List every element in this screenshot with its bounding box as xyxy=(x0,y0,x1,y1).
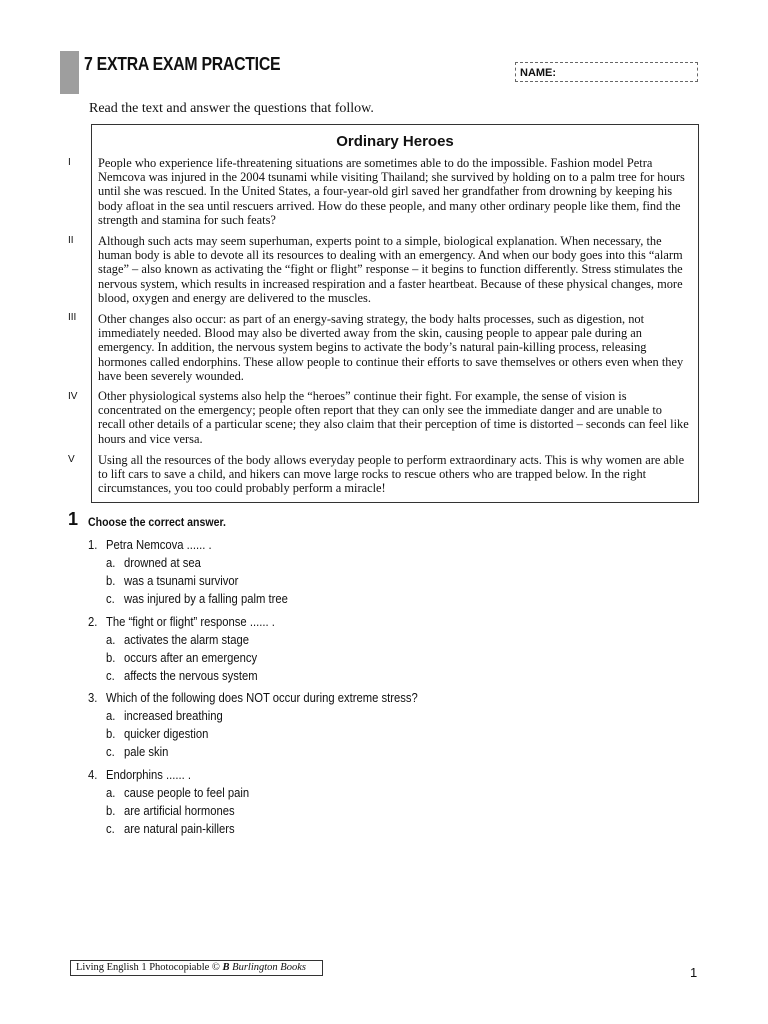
paragraph-numeral: II xyxy=(68,235,74,246)
passage-paragraph: People who experience life-threatening situations are sometimes able to do the impossible. Fashion model Petra Nemcova was injured in the 2004 tsunami while visiting Thailand; she survived by holding on to a palm tree for hours until she was rescued. In the United States, a four-year-old girl saved her grandfather from drowning by keeping his body afloat in the sea until rescuers arrived. How do these people, and many other ordinary people like them, find the strength and stamina for such feats? xyxy=(98,156,685,227)
footer-copyright xyxy=(70,960,323,976)
passage-paragraph: Using all the resources of the body allows everyday people to perform extraordinary acts. This is why women are able to lift cars to save a child, and hikers can move large rocks to rescue others who are trapped below. In the right circumstances, you too could probably perform a miracle! xyxy=(98,453,685,496)
footer-publisher: Burlington Books xyxy=(229,962,306,973)
exercise-number: 1 xyxy=(68,509,79,529)
question-number: 4. xyxy=(88,768,98,782)
reading-instructions: Read the text and answer the questions that follow. xyxy=(89,101,374,116)
answer-option[interactable]: drowned at sea xyxy=(124,556,201,570)
answer-option[interactable]: pale skin xyxy=(124,745,169,759)
option-letter[interactable]: c. xyxy=(106,669,115,683)
answer-option[interactable]: was injured by a falling palm tree xyxy=(124,592,288,606)
answer-option[interactable]: activates the alarm stage xyxy=(124,633,250,647)
answer-option[interactable]: are artificial hormones xyxy=(124,804,235,818)
question-number: 1. xyxy=(88,538,98,552)
question-number: 3. xyxy=(88,691,98,705)
question-text: The “fight or flight” response ...... . xyxy=(106,615,275,629)
answer-option[interactable]: cause people to feel pain xyxy=(124,786,250,800)
paragraph-numeral: III xyxy=(68,312,77,323)
answer-option[interactable]: quicker digestion xyxy=(124,727,209,741)
passage-box xyxy=(91,124,699,503)
burlington-logo: B xyxy=(222,962,230,973)
paragraph-numeral: IV xyxy=(68,391,78,402)
option-letter[interactable]: c. xyxy=(106,592,115,606)
option-letter[interactable]: a. xyxy=(106,786,116,800)
answer-option[interactable]: increased breathing xyxy=(124,709,223,723)
page-number: 1 xyxy=(690,965,698,980)
paragraph-numeral: V xyxy=(68,454,75,465)
paragraph-numeral: I xyxy=(68,157,71,168)
passage-paragraph: Other changes also occur: as part of an energy-saving strategy, the body halts processes, such as digestion, not immediately needed. Blood may also be diverted away from the skin, causing people to appear pale during an emergency. In addition, the nervous system begins to activate the body’s natural pain-killing process, releasing hormones called endorphins. These allow people to continue their efforts to save themselves or others even when they have been severely wounded. xyxy=(98,312,684,383)
name-field[interactable] xyxy=(515,62,698,82)
question-number: 2. xyxy=(88,615,98,629)
header-gray-bar xyxy=(60,51,79,94)
question-text: Petra Nemcova ...... . xyxy=(106,538,212,552)
answer-option[interactable]: was a tsunami survivor xyxy=(124,574,239,588)
option-letter[interactable]: c. xyxy=(106,745,115,759)
answer-option[interactable]: affects the nervous system xyxy=(124,669,258,683)
passage-title: Ordinary Heroes xyxy=(336,133,454,150)
option-letter[interactable]: b. xyxy=(106,651,116,665)
answer-option[interactable]: occurs after an emergency xyxy=(124,651,258,665)
name-label: NAME: xyxy=(520,67,557,79)
passage-paragraph: Other physiological systems also help the “heroes” continue their fight. For example, the sense of vision is concentrated on the emergency; people often report that they can only see the immediate danger and are unable to recall other details of a particular scene; they also claim that their perception of time is distorted – seconds can feel like hours and vice versa. xyxy=(98,389,689,446)
option-letter[interactable]: c. xyxy=(106,822,115,836)
exercise-instruction: Choose the correct answer. xyxy=(88,515,226,529)
option-letter[interactable]: a. xyxy=(106,633,116,647)
option-letter[interactable]: b. xyxy=(106,574,116,588)
question-text: Endorphins ...... . xyxy=(106,768,192,782)
option-letter[interactable]: a. xyxy=(106,556,116,570)
option-letter[interactable]: b. xyxy=(106,727,116,741)
footer-text: Living English 1 Photocopiable © xyxy=(76,962,223,973)
answer-option[interactable]: are natural pain-killers xyxy=(124,822,235,836)
page-title: 7 EXTRA EXAM PRACTICE xyxy=(84,54,281,74)
passage-paragraph: Although such acts may seem superhuman, experts point to a simple, biological explanation. When necessary, the human body is able to devote all its resources to dealing with an emergency. And when our body goes into this “alarm stage” – also known as activating the “fight or flight” response – it begins to function differently. Stress stimulates the nervous system, which results in increased respiration and a faster heartbeat. Because of these physical changes, more blood, oxygen and energy are delivered to the muscles. xyxy=(98,234,683,305)
option-letter[interactable]: a. xyxy=(106,709,116,723)
option-letter[interactable]: b. xyxy=(106,804,116,818)
question-text: Which of the following does NOT occur during extreme stress? xyxy=(106,691,418,705)
